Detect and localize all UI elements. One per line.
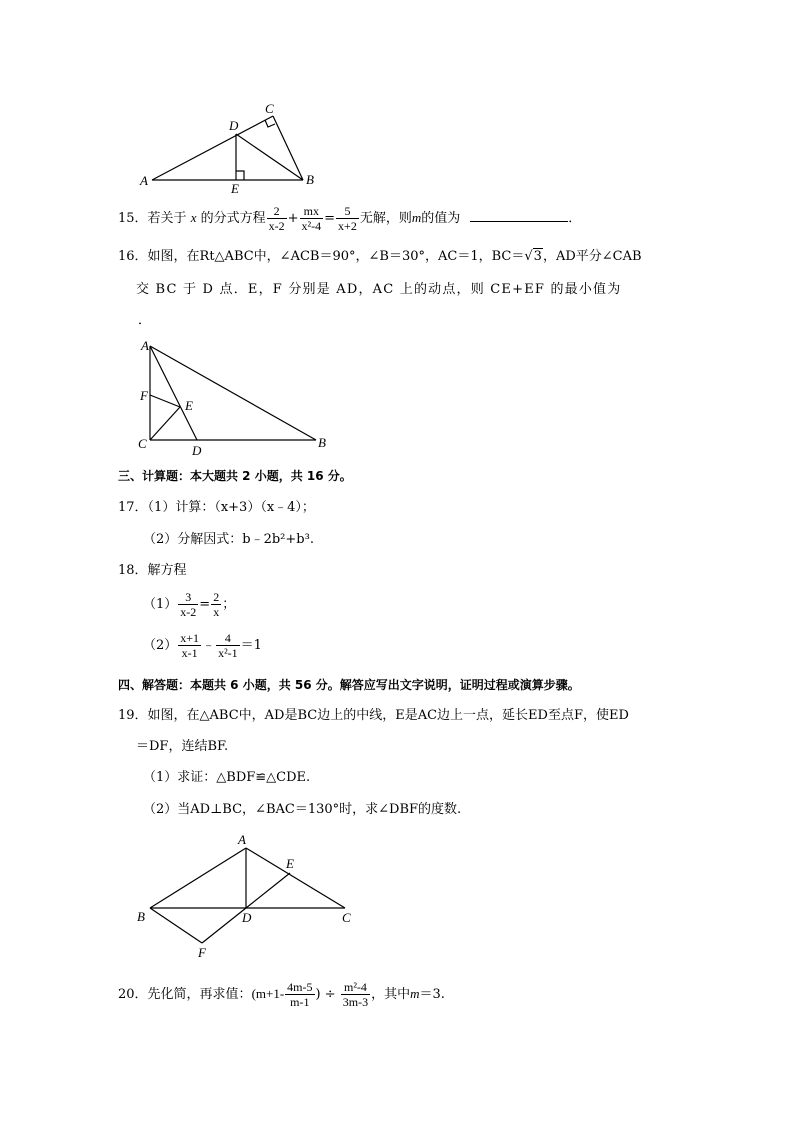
text: 如图，在Rt△ABC中，∠ACB＝90°，∠B＝30°，AC＝1，BC＝ [147,249,525,264]
question-19-part-1: （1）求证：△BDF≌△CDE. [143,770,311,785]
question-number: 15． [118,211,148,226]
label-A: A [140,173,148,188]
question-19-line-1 [118,707,629,725]
question-number: 19． [118,708,148,723]
plus: + [287,211,299,226]
fraction: $\frac{x+1}{x-1}$ [180,631,200,660]
divide: ÷ [324,987,336,1002]
text: 解方程 [147,563,187,578]
question-15 [118,204,581,233]
equals: = [324,211,336,226]
text: ，其中 [371,987,411,1002]
question-18-part-2 [143,629,262,663]
label-C: C [342,910,351,925]
question-number: 16． [118,249,148,264]
label-B: B [137,909,145,924]
text: 如图，在△ABC中，AD是BC边上的中线，E是AC边上一点，延长ED至点F，使ED [147,708,629,723]
label-D: D [229,118,239,133]
text: ； [222,597,236,612]
equals: = [199,597,211,612]
question-17-part-1 [118,499,315,517]
text: 的值为 [421,211,461,226]
fraction: $\frac{5}{x+2}$ [338,204,357,233]
question-16-line-1 [118,248,642,266]
fraction: $\frac{3}{x-2}$ [180,590,197,619]
fraction: $\frac{4}{\text{x²-1}}$ [218,631,238,660]
var-x: x [190,210,197,225]
label-E: E [185,398,193,413]
label-F: F [198,945,206,960]
label-D: D [242,910,252,925]
label-D: D [192,443,202,458]
label-B: B [318,435,326,450]
text: 先化简，再求值： [147,987,252,1002]
text: 无解，则 [359,211,412,226]
fraction: $\frac{4m-5}{m-1}$ [287,980,313,1009]
text: ，AD平分∠CAB [542,249,642,264]
part-label: （1） [143,597,178,612]
question-number: 20． [118,987,148,1002]
question-19-line-2: ＝DF，连结BF. [136,739,229,754]
text: ) [315,987,321,1002]
section-3-heading: 三、计算题：本大题共 2 小题，共 16 分。 [118,469,352,483]
label-A: A [238,832,246,847]
text: ． [568,211,582,226]
figure-triangle-abc-1 [130,95,330,195]
part-label: （2） [143,638,178,653]
question-19-part-2: （2）当AD⊥BC，∠BAC＝130°时，求∠DBF的度数. [143,802,462,817]
answer-blank[interactable] [470,209,568,222]
question-20 [118,977,445,1012]
fraction: $\frac{mx}{\text{x²-4}}$ [301,204,322,233]
var-m: m [411,210,422,225]
text: ＝1 [240,638,262,653]
fraction: $\frac{\text{m²-4}}{3m-3}$ [342,980,369,1009]
label-E: E [286,856,294,871]
question-number: 17． [118,500,148,515]
sqrt-symbol: √ [524,249,533,264]
question-16-line-2: 交 BC 于 D 点．E，F 分别是 AD，AC 上的动点，则 CE+EF 的最小值为 [136,282,622,297]
label-A: A [141,338,149,353]
section-4-heading: 四、解答题：本题共 6 小题，共 56 分。解答应写出文字说明，证明过程或演算步骤。 [118,678,580,692]
question-16-line-3: ． [138,313,152,328]
minus: ﹣ [202,638,216,653]
question-17-part-2: （2）分解因式：b﹣2b²+b³. [143,532,314,547]
fraction: $\frac{2}{x-2}$ [268,204,285,233]
text: （1）计算：（x+3）（x﹣4）； [147,500,315,515]
label-B: B [306,172,314,187]
text: 的分式方程 [200,211,266,226]
sqrt-value: 3 [533,249,542,264]
text: ＝3. [419,987,445,1002]
question-18-title [118,562,187,580]
label-C: C [138,436,147,451]
figure-triangle-abc-3 [130,828,360,960]
text: 若关于 [147,211,187,226]
label-E: E [231,181,239,195]
question-18-part-1 [143,588,235,622]
figure-triangle-abc-2 [135,336,335,461]
fraction: $\frac{2}{x}$ [213,590,220,619]
question-number: 18． [118,563,148,578]
text: (m+1- [251,986,285,1001]
label-C: C [265,101,274,116]
var-m: m [410,986,420,1001]
label-F: F [140,388,148,403]
